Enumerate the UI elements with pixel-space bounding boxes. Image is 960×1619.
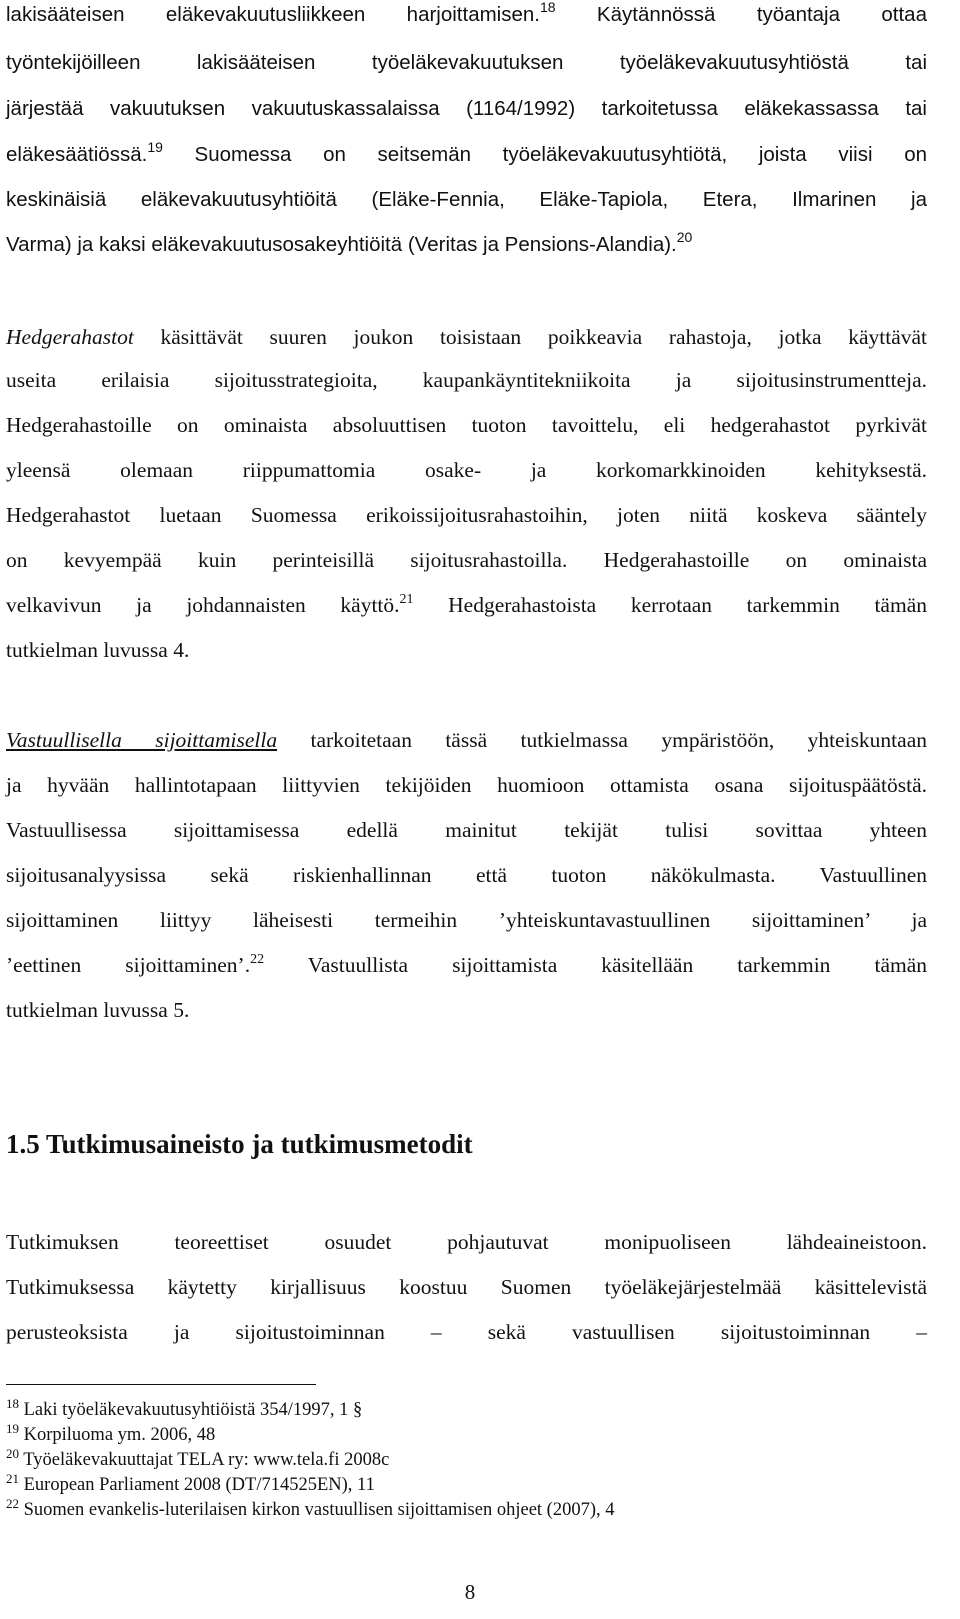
p3-line-5: sijoittaminen liittyy läheisesti termeihin ’yhteiskuntavastuullinen sijoittaminen’ ja	[6, 908, 927, 932]
p3-line-2: ja hyvään hallintotapaan liittyvien tekijöiden huomioon ottamista osana sijoituspäätöstä.	[6, 773, 927, 797]
p2-line-6: on kevyempää kuin perinteisillä sijoitusrahastoilla. Hedgerahastoille on ominaista	[6, 548, 927, 572]
p3-line-7: tutkielman luvussa 5.	[6, 998, 190, 1022]
footnote-ref-20[interactable]: 20	[676, 229, 693, 245]
p3-line-1: Vastuullisella sijoittamisella tarkoitetaan tässä tutkielmassa ympäristöön, yhteiskuntaan	[6, 728, 927, 752]
p2-line-2: useita erilaisia sijoitusstrategioita, kaupankäyntitekniikoita ja sijoitusinstrumentteja.	[6, 368, 927, 392]
p1-line-4: eläkesäätiössä.$^{19}$ Suomessa on seitsemän työeläkevakuutusyhtiötä, joista viisi on	[6, 139, 927, 166]
p2-line-7: velkavivun ja johdannaisten käyttö.$^{21}$ Hedgerahastoista kerrotaan tarkemmin tämän	[6, 592, 927, 617]
footnote-separator	[6, 1384, 316, 1385]
p3-line-6: ’eettinen sijoittaminen’.$^{22}$ Vastuullista sijoittamista käsitellään tarkemmin tämän	[6, 952, 928, 977]
footnote-21: $^{21}$ European Parliament 2008 (DT/714525EN), 11	[6, 1471, 375, 1495]
p2-line-5: Hedgerahastot luetaan Suomessa erikoissijoitusrahastoihin, joten niitä koskeva sääntely	[6, 503, 927, 527]
term-vastuullinen-sijoittaminen: Vastuullisella sijoittamisella	[6, 728, 278, 752]
section-heading: 1.5 Tutkimusaineisto ja tutkimusmetodit	[6, 1129, 473, 1159]
p4-line-1: Tutkimuksen teoreettiset osuudet pohjautuvat monipuoliseen lähdeaineistoon.	[6, 1230, 927, 1254]
p3-line-3: Vastuullisessa sijoittamisessa edellä mainitut tekijät tulisi sovittaa yhteen	[6, 818, 927, 842]
page-number: 8	[464, 1580, 476, 1604]
footnote-20: $^{20}$ Työeläkevakuuttajat TELA ry: www.tela.fi 2008c	[6, 1446, 390, 1470]
footnote-ref-21[interactable]: 21	[399, 592, 414, 607]
footnote-ref-19[interactable]: 19	[147, 139, 163, 155]
p4-line-2: Tutkimuksessa käytetty kirjallisuus koostuu Suomen työeläkejärjestelmää käsittelevistä	[6, 1275, 927, 1299]
term-hedgerahastot: Hedgerahastot	[6, 325, 134, 349]
footnote-ref-22[interactable]: 22	[250, 952, 265, 967]
p1-line-6: Varma) ja kaksi eläkevakuutusosakeyhtiöitä (Veritas ja Pensions-Alandia).$^{20}$	[6, 229, 693, 256]
p3-line-4: sijoitusanalyysissa sekä riskienhallinnan että tuoton näkökulmasta. Vastuullinen	[6, 863, 927, 887]
p2-line-1: Hedgerahastot käsittävät suuren joukon toisistaan poikkeavia rahastoja, jotka käyttävät	[6, 325, 927, 349]
p2-line-8: tutkielman luvussa 4.	[6, 638, 190, 662]
p1-line-1: lakisääteisen eläkevakuutusliikkeen harjoittamisen.$^{18}$ Käytännössä työantaja ottaa	[6, 0, 927, 26]
footnote-19: $^{19}$ Korpiluoma ym. 2006, 48	[6, 1421, 216, 1445]
p1-line-2: työntekijöilleen lakisääteisen työeläkevakuutuksen työeläkevakuutusyhtiöstä tai	[6, 51, 927, 74]
p2-line-3: Hedgerahastoille on ominaista absoluuttisen tuoton tavoittelu, eli hedgerahastot pyrkivät	[6, 413, 927, 437]
footnote-ref-18[interactable]: 18	[539, 0, 556, 15]
footnote-18: $^{18}$ Laki työeläkevakuutusyhtiöistä 354/1997, 1 §	[6, 1396, 363, 1420]
footnote-22: $^{22}$ Suomen evankelis-luterilaisen kirkon vastuullisen sijoittamisen ohjeet (2007), 4	[6, 1496, 615, 1520]
p4-line-3: perusteoksista ja sijoitustoiminnan – sekä vastuullisen sijoitustoiminnan –	[6, 1320, 927, 1344]
p2-line-4: yleensä olemaan riippumattomia osake- ja korkomarkkinoiden kehityksestä.	[6, 458, 927, 482]
p1-line-3: järjestää vakuutuksen vakuutuskassalaissa (1164/1992) tarkoitetussa eläkekassassa tai	[6, 97, 927, 120]
p1-line-5: keskinäisiä eläkevakuutusyhtiöitä (Eläke-Fennia, Eläke-Tapiola, Etera, Ilmarinen ja	[6, 188, 927, 211]
